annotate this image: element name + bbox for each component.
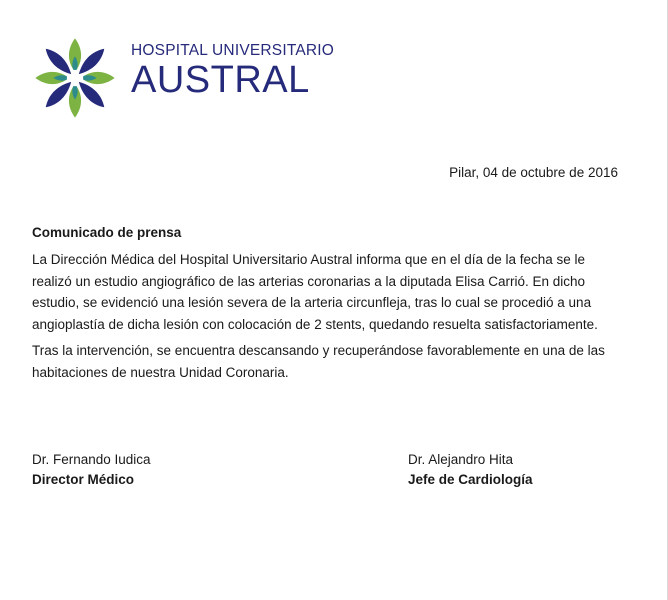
paragraph-line: La Dirección Médica del Hospital Universitario Austral informa que en el día de la fecha se le bbox=[32, 252, 586, 267]
paragraph-line: estudio, se evidenció una lesión severa de la arteria circunfleja, tras lo cual se procedió a una bbox=[32, 295, 592, 310]
letter-date: Pilar, 04 de octubre de 2016 bbox=[449, 165, 618, 180]
signature-block-director bbox=[32, 450, 151, 490]
hospital-logo-icon bbox=[30, 33, 120, 123]
signatory-name: Dr. Alejandro Hita bbox=[408, 452, 514, 467]
letter-paragraph-1 bbox=[32, 249, 624, 335]
paragraph-line: habitaciones de nuestra Unidad Coronaria. bbox=[32, 364, 289, 380]
signatory-role: Jefe de Cardiología bbox=[408, 472, 533, 487]
paragraph-line: Tras la intervención, se encuentra descansando y recuperándose favorablemente en una de las bbox=[32, 343, 605, 358]
brand-subtitle: HOSPITAL UNIVERSITARIO bbox=[131, 42, 335, 59]
hospital-brand bbox=[131, 42, 334, 99]
letter-paragraph-2 bbox=[32, 340, 624, 383]
signature-block-cardiology bbox=[408, 450, 533, 490]
brand-title: AUSTRAL bbox=[131, 59, 310, 101]
paragraph-line: realizó un estudio angiográfico de las arterias coronarias a la diputada Elisa Carrió. En dicho bbox=[32, 273, 586, 289]
signatory-role: Director Médico bbox=[32, 472, 135, 487]
signatory-name: Dr. Fernando Iudica bbox=[32, 452, 151, 467]
letter-subject: Comunicado de prensa bbox=[32, 225, 182, 240]
paragraph-line: angioplastía de dicha lesión con colocación de 2 stents, quedando resuelta satisfactoriamente. bbox=[32, 316, 598, 332]
